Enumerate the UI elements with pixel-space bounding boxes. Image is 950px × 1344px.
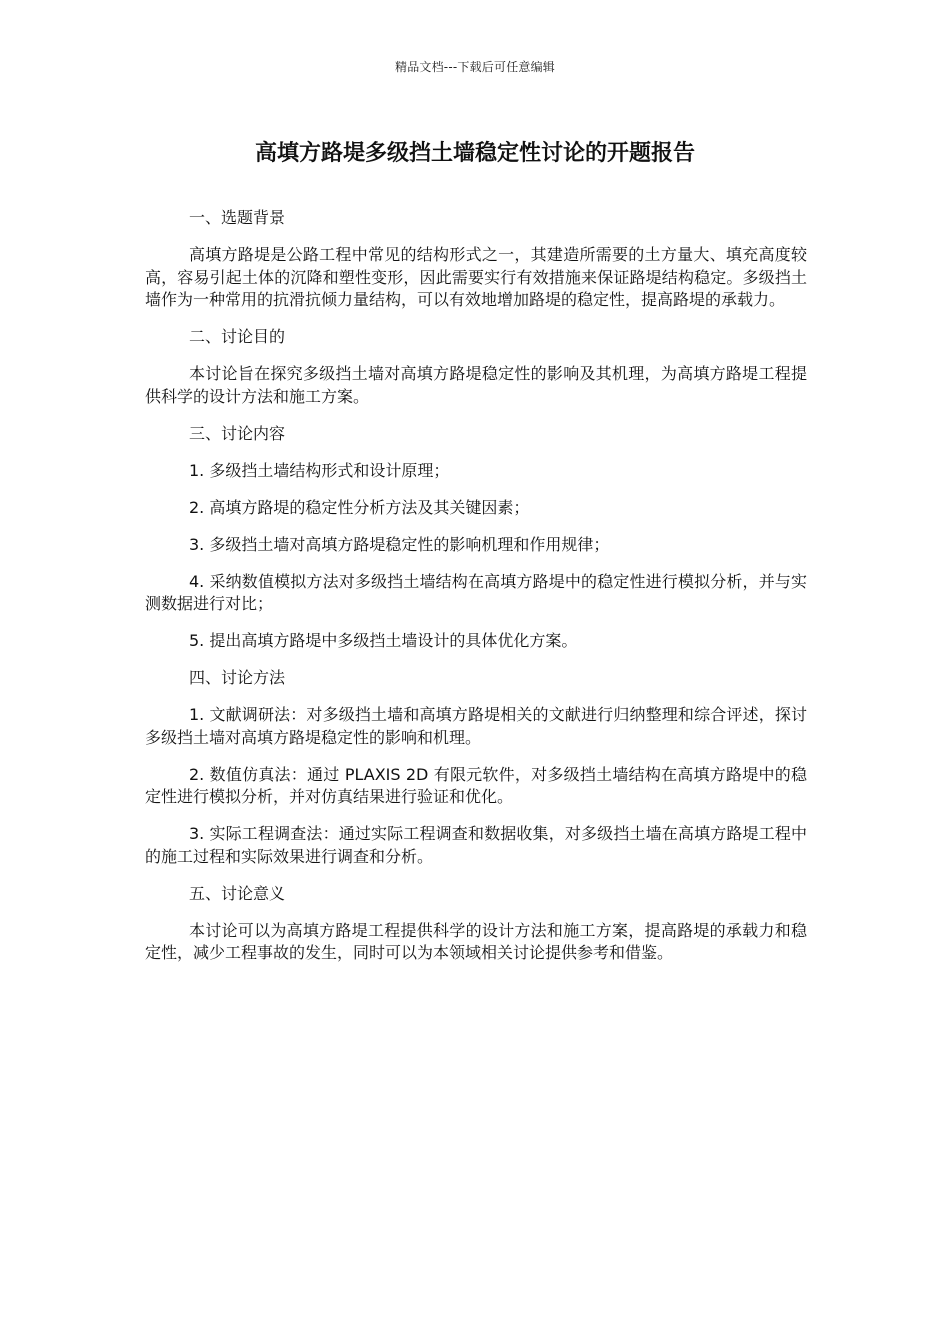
- section-heading-significance: 五、讨论意义: [189, 883, 286, 903]
- document-title: 高填方路堤多级挡土墙稳定性讨论的开题报告: [254, 141, 695, 166]
- section-heading-methods: 四、讨论方法: [189, 668, 286, 687]
- section-heading-purpose: 二、讨论目的: [189, 327, 286, 346]
- significance-paragraph: 本讨论可以为高填方路堤工程提供科学的设计方法和施工方案，提高路堤的承载力和稳定性，减少工程事故的发生，同时可以为本领域相关讨论提供参考和借鉴。: [145, 920, 807, 962]
- content-item: 2. 高填方路堤的稳定性分析方法及其关键因素；: [189, 497, 530, 517]
- content-item: 4. 采纳数值模拟方法对多级挡土墙结构在高填方路堤中的稳定性进行模拟分析，并与实测数据进行对比；: [145, 571, 807, 613]
- method-item: 1. 文献调研法：对多级挡土墙和高填方路堤相关的文献进行归纳整理和综合评述，探讨多级挡土墙对高填方路堤稳定性的影响和机理。: [145, 705, 807, 747]
- document-body: [145, 207, 807, 979]
- content-item: 1. 多级挡土墙结构形式和设计原理；: [189, 460, 450, 480]
- page-header: 精品文档---下载后可任意编辑: [395, 60, 555, 74]
- method-item: 3. 实际工程调查法：通过实际工程调查和数据收集，对多级挡土墙在高填方路堤工程中的施工过程和实际效果进行调查和分析。: [145, 824, 807, 866]
- section-heading-content: 三、讨论内容: [189, 423, 286, 443]
- content-item: 3. 多级挡土墙对高填方路堤稳定性的影响机理和作用规律；: [189, 534, 610, 554]
- section-heading-background: 一、选题背景: [189, 208, 286, 227]
- method-item: 2. 数值仿真法：通过 PLAXIS 2D 有限元软件，对多级挡土墙结构在高填方路堤中的稳定性进行模拟分析，并对仿真结果进行验证和优化。: [145, 764, 807, 806]
- content-item: 5. 提出高填方路堤中多级挡土墙设计的具体优化方案。: [189, 631, 578, 650]
- purpose-paragraph: 本讨论旨在探究多级挡土墙对高填方路堤稳定性的影响及其机理，为高填方路堤工程提供科学的设计方法和施工方案。: [145, 364, 807, 406]
- background-paragraph: 高填方路堤是公路工程中常见的结构形式之一，其建造所需要的土方量大、填充高度较高，容易引起土体的沉降和塑性变形，因此需要实行有效措施来保证路堤结构稳定。多级挡土墙作为一种常用的抗滑抗倾力量结构，可以有效地增加路堤的稳定性，提高路堤的承载力。: [145, 245, 807, 309]
